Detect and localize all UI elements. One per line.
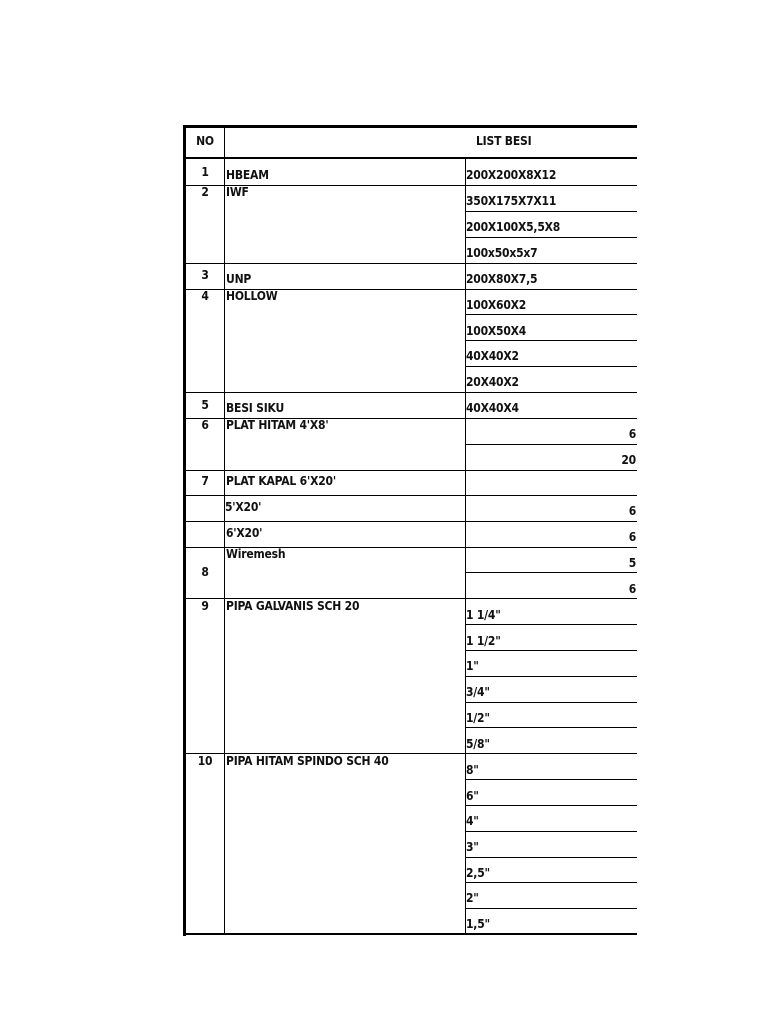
item-size: 100x50x5x7 [466, 246, 538, 260]
item-size: 4" [466, 814, 479, 828]
col-no-divider [224, 125, 225, 935]
row-separator [183, 185, 637, 186]
table-top-border [183, 125, 637, 128]
header-bottom-border [183, 157, 637, 159]
header-list-besi: LIST BESI [476, 134, 532, 148]
item-name: PIPA GALVANIS SCH 20 [226, 599, 360, 613]
subrow-separator [465, 572, 637, 573]
item-size: 1" [466, 659, 479, 673]
item-size: 1 1/2" [466, 634, 501, 648]
item-size: 6" [466, 789, 479, 803]
subrow-separator [465, 882, 637, 883]
item-name: HBEAM [226, 168, 269, 182]
item-size: 1/2" [466, 711, 490, 725]
row-separator [183, 470, 637, 471]
item-name: PLAT HITAM 4'X8' [226, 418, 329, 432]
item-name: 5'X20' [225, 500, 262, 514]
item-value: 6 [628, 427, 636, 441]
table-left-border [183, 125, 186, 936]
item-size: 8" [466, 763, 479, 777]
subrow-separator [465, 702, 637, 703]
subrow-separator [465, 237, 637, 238]
item-size: 40X40X2 [466, 349, 519, 363]
subrow-separator [465, 831, 637, 832]
item-size: 5/8" [466, 737, 490, 751]
row-no: 8 [201, 565, 209, 579]
row-separator [183, 495, 637, 496]
item-value: 5 [628, 556, 636, 570]
item-size: 200X100X5,5X8 [466, 220, 561, 234]
item-name: PLAT KAPAL 6'X20' [226, 474, 336, 488]
subrow-separator [465, 805, 637, 806]
item-size: 20X40X2 [466, 375, 519, 389]
subrow-separator [465, 650, 637, 651]
item-size: 40X40X4 [466, 401, 519, 415]
subrow-separator [465, 676, 637, 677]
item-value: 20 [621, 453, 636, 467]
subrow-separator [465, 314, 637, 315]
item-name: UNP [226, 272, 252, 286]
item-size: 2,5" [466, 866, 490, 880]
subrow-separator [465, 857, 637, 858]
subrow-separator [465, 444, 637, 445]
row-separator [183, 263, 637, 264]
subrow-separator [465, 727, 637, 728]
row-no: 7 [201, 474, 209, 488]
subrow-separator [465, 908, 637, 909]
row-no: 5 [201, 398, 209, 412]
row-no: 3 [201, 268, 209, 282]
row-no: 2 [201, 185, 209, 199]
item-size: 3" [466, 840, 479, 854]
subrow-separator [465, 340, 637, 341]
subrow-separator [465, 779, 637, 780]
row-no: 10 [197, 754, 213, 768]
row-no: 9 [201, 599, 209, 613]
table-bottom-border [183, 933, 637, 935]
row-no: 1 [201, 165, 209, 179]
item-size: 1 1/4" [466, 608, 501, 622]
item-value: 6 [628, 582, 636, 596]
item-size: 100X60X2 [466, 298, 527, 312]
subrow-separator [465, 624, 637, 625]
item-size: 200X80X7,5 [466, 272, 538, 286]
item-size: 100X50X4 [466, 324, 527, 338]
row-separator [183, 392, 637, 393]
item-name: Wiremesh [226, 547, 286, 561]
header-no: NO [196, 134, 214, 148]
item-value: 6 [628, 504, 636, 518]
row-no: 6 [201, 418, 209, 432]
subrow-separator [465, 366, 637, 367]
item-name: PIPA HITAM SPINDO SCH 40 [226, 754, 389, 768]
item-size: 3/4" [466, 685, 490, 699]
item-value: 6 [628, 530, 636, 544]
item-name: IWF [226, 185, 249, 199]
row-no: 4 [201, 289, 209, 303]
item-name: HOLLOW [226, 289, 278, 303]
item-size: 350X175X7X11 [466, 194, 557, 208]
subrow-separator [465, 211, 637, 212]
item-size: 1,5" [466, 917, 490, 931]
row-separator [183, 521, 637, 522]
item-size: 2" [466, 891, 479, 905]
item-name: 6'X20' [226, 526, 263, 540]
item-name: BESI SIKU [226, 401, 285, 415]
item-size: 200X200X8X12 [466, 168, 557, 182]
